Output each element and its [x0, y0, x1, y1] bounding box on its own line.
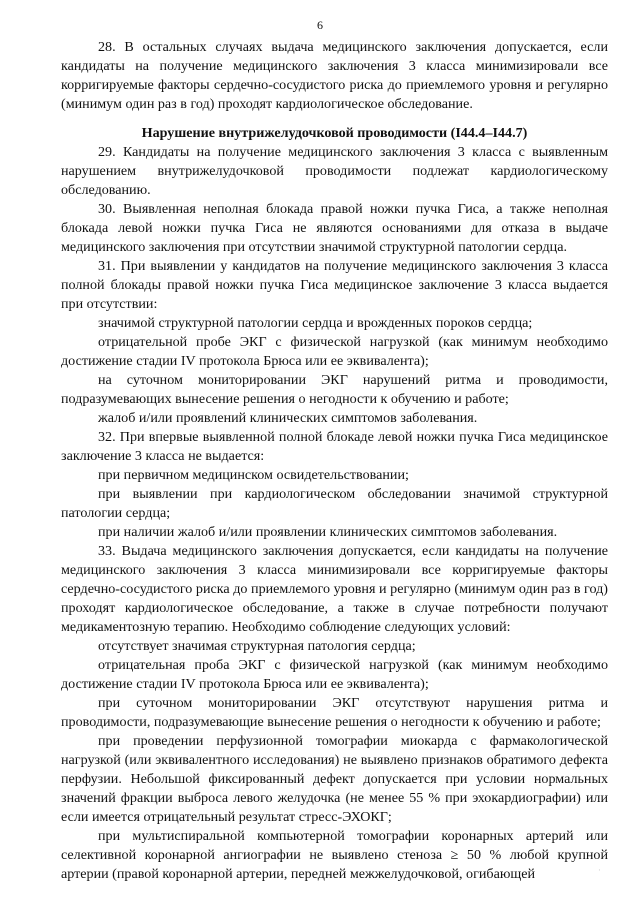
list-item: отсутствует значимая структурная патология сердца;: [98, 638, 416, 654]
list-item: при первичном медицинском освидетельствовании;: [98, 467, 409, 483]
section-heading: Нарушение внутрижелудочковой проводимости (I44.4–I44.7): [141, 125, 528, 141]
list-item: на суточном мониторировании ЭКГ нарушений ритма и проводимости, подразумевающих вынесение решения о негодности к обучению и работе;: [61, 372, 608, 407]
paragraph-29: 29. Кандидаты на получение медицинского заключения 3 класса с выявленным нарушением внутрижелудочковой проводимости подлежат кардиологическому обследованию.: [61, 144, 608, 198]
list-item: при выявлении при кардиологическом обследовании значимой структурной патологии сердца;: [61, 486, 608, 521]
page-number: 6: [317, 18, 323, 32]
list-item: при наличии жалоб и/или проявлении клинических симптомов заболевания.: [98, 524, 558, 540]
paragraph-30: 30. Выявленная неполная блокада правой ножки пучка Гиса, а также неполная блокада левой ножки пучка Гиса не являются основаниями для отказа в выдаче медицинского заключения при отсутствии значимой структурной патологии сердца.: [61, 201, 608, 255]
list-item: при проведении перфузионной томографии миокарда с фармакологической нагрузкой (или эквивалентного исследования) не выявлено признаков обратимого дефекта перфузии. Небольшой фиксированный дефект допускается при условии нормальных значений фракции выброса левого желудочка (не менее 55 % при эхокардиографии) или если имеется отрицательный результат стресс-ЭХОКГ;: [61, 733, 608, 825]
list-item: значимой структурной патологии сердца и врожденных пороков сердца;: [98, 315, 533, 331]
document-body: [61, 38, 608, 884]
list-item: при мультиспиральной компьютерной томографии коронарных артерий или селективной коронарной ангиографии не выявлено стеноза ≥ 50 % любой крупной артерии (правой коронарной артерии, передней межжелудочковой, огибающей: [61, 828, 608, 882]
paragraph-31: 31. При выявлении у кандидатов на получение медицинского заключения 3 класса полной блокады правой ножки пучка Гиса медицинское заключение 3 класса выдается при отсутствии:: [61, 258, 608, 312]
scan-mark: ·: [598, 866, 601, 876]
list-item: жалоб и/или проявлений клинических симптомов заболевания.: [98, 410, 478, 426]
paragraph-32: 32. При впервые выявленной полной блокаде левой ножки пучка Гиса медицинское заключение 3 класса не выдается:: [61, 429, 608, 464]
list-item: при суточном мониторировании ЭКГ отсутствуют нарушения ритма и проводимости, подразумевающие вынесение решения о негодности к обучению и работе;: [61, 695, 608, 730]
paragraph-28: 28. В остальных случаях выдача медицинского заключения допускается, если кандидаты на получение медицинского заключения 3 класса минимизировали все корригируемые факторы сердечно-сосудистого риска до приемлемого уровня и регулярно (минимум один раз в год) проходят кардиологическое обследование.: [61, 39, 608, 112]
paragraph-33: 33. Выдача медицинского заключения допускается, если кандидаты на получение медицинского заключения 3 класса минимизировали все корригируемые факторы сердечно-сосудистого риска до приемлемого уровня и регулярно (минимум один раз в год) проходят кардиологическое обследование, а также в случае потребности получают медикаментозную терапию. Необходимо соблюдение следующих условий:: [61, 543, 608, 635]
list-item: отрицательной пробе ЭКГ с физической нагрузкой (как минимум необходимо достижение стадии IV протокола Брюса или ее эквивалента);: [61, 334, 608, 369]
list-item: отрицательная проба ЭКГ с физической нагрузкой (как минимум необходимо достижение стадии IV протокола Брюса или ее эквивалента);: [61, 657, 608, 692]
